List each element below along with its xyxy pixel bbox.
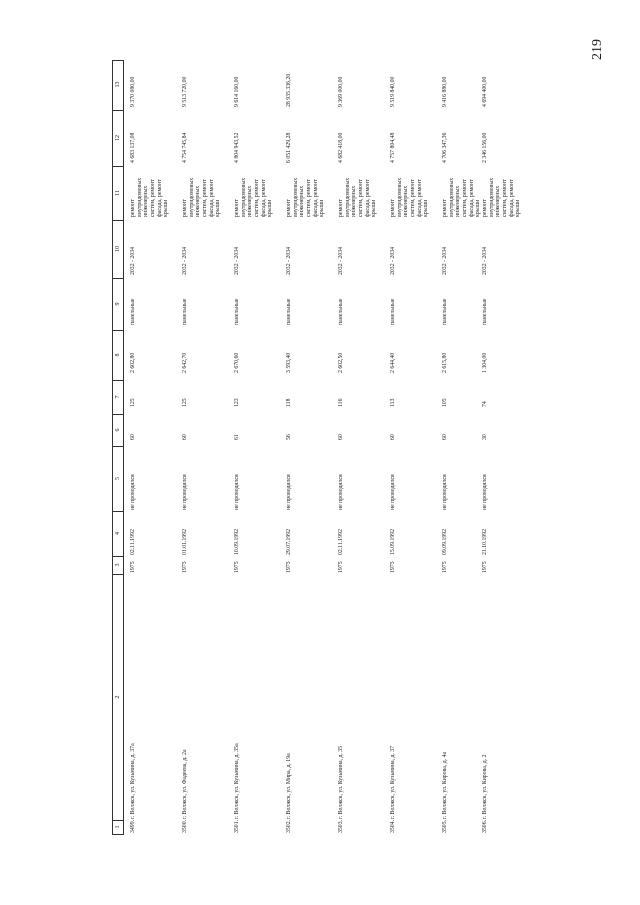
cell-date: 21.10.1992 bbox=[482, 528, 488, 555]
cell-address: г. Волжск, ул. Кузьмина, д. 37 bbox=[390, 745, 396, 819]
cell-c6: 60 bbox=[182, 434, 188, 440]
cell-c6: 61 bbox=[234, 434, 240, 440]
cell-type: панельные bbox=[286, 298, 292, 325]
cell-year: 1975 bbox=[182, 561, 188, 573]
cell-type: панельные bbox=[182, 298, 188, 325]
column-number-12: 12 bbox=[113, 110, 123, 167]
cell-c12: 4 683 137,08 bbox=[130, 132, 136, 163]
cell-year: 1975 bbox=[234, 561, 240, 573]
cell-c7: 123 bbox=[234, 398, 240, 407]
cell-address: г. Волжск, ул. Кузьмина, д. 35а bbox=[234, 743, 240, 819]
column-number-3: 3 bbox=[113, 556, 123, 575]
cell-address: г. Волжск, ул. Кирова, д. 2 bbox=[482, 754, 488, 819]
cell-year: 1975 bbox=[390, 561, 396, 573]
row-number: 3505. bbox=[442, 819, 448, 833]
cell-area: 2 602,50 bbox=[338, 352, 344, 373]
cell-c7: 116 bbox=[338, 398, 344, 407]
cell-repair: не проводился bbox=[286, 474, 292, 510]
row-number: 3501. bbox=[234, 819, 240, 833]
cell-period: 2032 - 2034 bbox=[182, 246, 188, 275]
cell-c6: 60 bbox=[130, 434, 136, 440]
cell-date: 02.11.1992 bbox=[130, 529, 136, 555]
cell-area: 2 642,70 bbox=[182, 352, 188, 373]
housing-repair-table bbox=[112, 60, 524, 835]
cell-work: ремонт внутридомовых инженерных систем, ремонт фасада, ремонт крыши bbox=[286, 177, 326, 217]
table-row bbox=[386, 60, 436, 835]
cell-c12: 6 051 429,28 bbox=[286, 132, 292, 163]
table-row bbox=[230, 60, 280, 835]
cell-c13: 28 935 336,20 bbox=[286, 73, 292, 107]
column-number-5: 5 bbox=[113, 446, 123, 512]
cell-type: панельные bbox=[130, 298, 136, 325]
cell-c13: 9 519 840,00 bbox=[390, 76, 396, 107]
cell-work: ремонт внутридомовых инженерных систем, ремонт фасада, ремонт крыши bbox=[482, 177, 522, 217]
cell-type: панельные bbox=[482, 298, 488, 325]
cell-date: 15.09.1992 bbox=[390, 528, 396, 555]
column-number-2: 2 bbox=[113, 574, 123, 821]
column-number-8: 8 bbox=[113, 330, 123, 381]
cell-date: 29.07.1992 bbox=[286, 528, 292, 555]
cell-area: 2 602,80 bbox=[130, 352, 136, 373]
cell-period: 2032 - 2034 bbox=[482, 246, 488, 275]
table-row bbox=[282, 60, 332, 835]
cell-area: 2 644,40 bbox=[390, 352, 396, 373]
cell-c7: 105 bbox=[442, 398, 448, 407]
cell-type: панельные bbox=[442, 298, 448, 325]
column-number-header bbox=[112, 60, 124, 835]
cell-repair: не проводился bbox=[390, 474, 396, 510]
row-number: 3503. bbox=[338, 819, 344, 833]
cell-address: г. Волжск, ул. Мира, д. 19а bbox=[286, 753, 292, 819]
cell-period: 2032 - 2034 bbox=[234, 246, 240, 275]
column-number-4: 4 bbox=[113, 511, 123, 557]
cell-year: 1975 bbox=[482, 561, 488, 573]
cell-repair: не проводился bbox=[182, 474, 188, 510]
cell-c13: 4 694 400,00 bbox=[482, 76, 488, 107]
page-number: 219 bbox=[590, 39, 605, 60]
cell-period: 2032 - 2034 bbox=[442, 246, 448, 275]
cell-address: г. Волжск, ул. Кузьмина, д. 37а bbox=[130, 743, 136, 819]
cell-period: 2032 - 2034 bbox=[286, 246, 292, 275]
row-number: 3502. bbox=[286, 819, 292, 833]
cell-date: 02.11.1992 bbox=[338, 529, 344, 555]
table-row bbox=[126, 60, 176, 835]
cell-c6: 60 bbox=[442, 434, 448, 440]
cell-type: панельные bbox=[234, 298, 240, 325]
cell-c13: 9 370 080,00 bbox=[130, 76, 136, 107]
cell-date: 10.09.1992 bbox=[234, 528, 240, 555]
cell-year: 1975 bbox=[442, 561, 448, 573]
cell-work: ремонт внутридомовых инженерных систем, ремонт фасада, ремонт крыши bbox=[182, 177, 222, 217]
cell-c13: 9 513 720,00 bbox=[182, 76, 188, 107]
cell-c6: 60 bbox=[338, 434, 344, 440]
cell-period: 2032 - 2034 bbox=[130, 246, 136, 275]
cell-year: 1975 bbox=[286, 561, 292, 573]
cell-year: 1975 bbox=[338, 561, 344, 573]
cell-c12: 4 682 418,00 bbox=[338, 132, 344, 163]
cell-work: ремонт внутридомовых инженерных систем, ремонт фасада, ремонт крыши bbox=[130, 177, 170, 217]
cell-repair: не проводился bbox=[130, 474, 136, 510]
cell-date: 09.09.1992 bbox=[442, 528, 448, 555]
cell-work: ремонт внутридомовых инженерных систем, ремонт фасада, ремонт крыши bbox=[390, 177, 430, 217]
cell-type: панельные bbox=[390, 298, 396, 325]
cell-area: 3 593,40 bbox=[286, 352, 292, 373]
column-number-13: 13 bbox=[113, 59, 123, 111]
cell-area: 1 304,00 bbox=[482, 352, 488, 373]
row-number: 3499. bbox=[130, 819, 136, 833]
cell-repair: не проводился bbox=[442, 474, 448, 510]
cell-c6: 60 bbox=[390, 434, 396, 440]
cell-c12: 2 346 156,00 bbox=[482, 132, 488, 163]
cell-address: г. Волжск, ул. Кирова, д. 4а bbox=[442, 751, 448, 819]
cell-repair: не проводился bbox=[482, 474, 488, 510]
cell-c13: 9 614 160,00 bbox=[234, 76, 240, 107]
cell-c7: 118 bbox=[286, 398, 292, 407]
cell-c13: 9 369 000,00 bbox=[338, 76, 344, 107]
cell-date: 01.01.1992 bbox=[182, 528, 188, 555]
cell-work: ремонт внутридомовых инженерных систем, ремонт фасада, ремонт крыши bbox=[442, 177, 482, 217]
cell-period: 2032 - 2034 bbox=[390, 246, 396, 275]
cell-c6: 56 bbox=[286, 434, 292, 440]
header-right-border bbox=[113, 60, 123, 61]
row-number: 3506. bbox=[482, 819, 488, 833]
column-number-7: 7 bbox=[113, 380, 123, 415]
cell-c6: 30 bbox=[482, 434, 488, 440]
cell-address: г. Волжск, ул. Фадеева, д. 2а bbox=[182, 749, 188, 819]
cell-year: 1975 bbox=[130, 561, 136, 573]
cell-repair: не проводился bbox=[338, 474, 344, 510]
row-number: 3504. bbox=[390, 819, 396, 833]
cell-c12: 4 754 745,84 bbox=[182, 132, 188, 163]
cell-type: панельные bbox=[338, 298, 344, 325]
column-number-10: 10 bbox=[113, 220, 123, 279]
row-number: 3500. bbox=[182, 819, 188, 833]
column-number-6: 6 bbox=[113, 414, 123, 447]
cell-area: 2 670,60 bbox=[234, 352, 240, 373]
cell-c12: 4 706 347,36 bbox=[442, 132, 448, 163]
cell-c7: 74 bbox=[482, 401, 488, 407]
column-number-1: 1 bbox=[113, 820, 123, 835]
cell-address: г. Волжск, ул. Кузьмина, д. 35 bbox=[338, 745, 344, 819]
table-row bbox=[178, 60, 228, 835]
cell-c7: 113 bbox=[390, 398, 396, 407]
table-row bbox=[478, 60, 528, 835]
cell-period: 2032 - 2034 bbox=[338, 246, 344, 275]
cell-c12: 4 804 943,52 bbox=[234, 132, 240, 163]
cell-repair: не проводился bbox=[234, 474, 240, 510]
table-row bbox=[334, 60, 384, 835]
column-number-11: 11 bbox=[113, 166, 123, 221]
cell-work: ремонт внутридомовых инженерных систем, ремонт фасада, ремонт крыши bbox=[234, 177, 274, 217]
cell-c13: 9 416 880,00 bbox=[442, 76, 448, 107]
cell-c7: 125 bbox=[182, 398, 188, 407]
cell-work: ремонт внутридомовых инженерных систем, ремонт фасада, ремонт крыши bbox=[338, 177, 378, 217]
cell-area: 2 615,80 bbox=[442, 352, 448, 373]
cell-c12: 4 757 804,48 bbox=[390, 132, 396, 163]
cell-c7: 125 bbox=[130, 398, 136, 407]
column-number-9: 9 bbox=[113, 278, 123, 331]
